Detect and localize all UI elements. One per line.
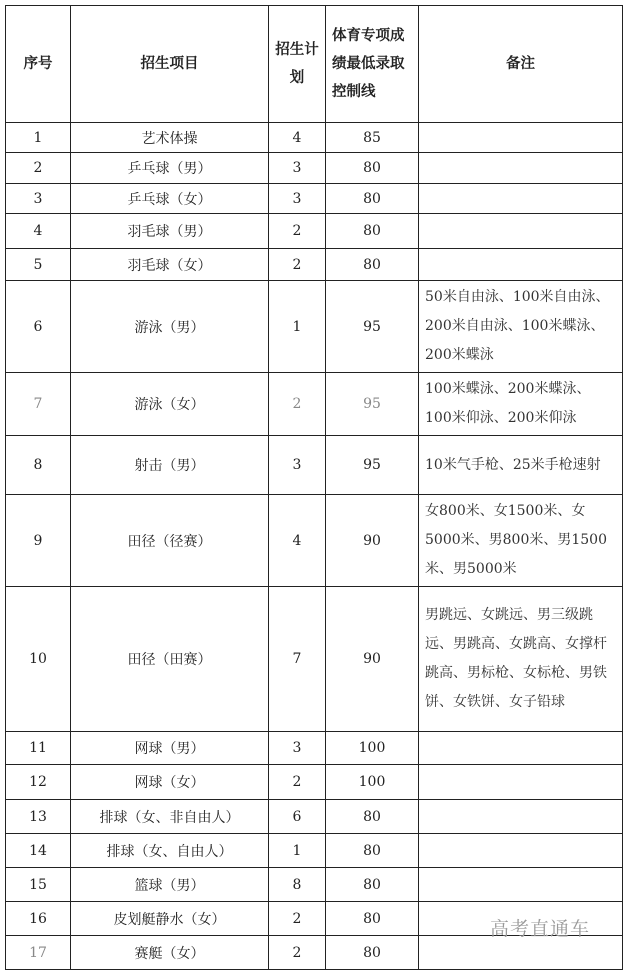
header-row [6, 6, 623, 123]
row-note [419, 153, 623, 184]
row-score: 80 [326, 834, 419, 868]
row-item: 田径（田赛） [71, 587, 269, 732]
table-row [6, 495, 623, 587]
row-item: 游泳（女） [71, 373, 269, 436]
table-row [6, 123, 623, 153]
row-plan: 2 [269, 902, 326, 936]
row-item: 排球（女、非自由人） [71, 800, 269, 834]
row-item: 赛艇（女） [71, 936, 269, 970]
row-note: 10米气手枪、25米手枪速射 [419, 436, 623, 495]
row-note [419, 800, 623, 834]
row-plan: 8 [269, 868, 326, 902]
row-plan: 3 [269, 732, 326, 765]
row-plan: 2 [269, 765, 326, 800]
row-no: 4 [6, 214, 71, 249]
row-score: 80 [326, 936, 419, 970]
row-note [419, 249, 623, 281]
row-note [419, 834, 623, 868]
row-note: 女800米、女1500米、女5000米、男800米、男1500米、男5000米 [419, 495, 623, 587]
table-row [6, 214, 623, 249]
row-score: 80 [326, 868, 419, 902]
row-note [419, 123, 623, 153]
row-no: 11 [6, 732, 71, 765]
row-plan: 2 [269, 373, 326, 436]
table-row [6, 153, 623, 184]
row-no: 13 [6, 800, 71, 834]
row-note [419, 765, 623, 800]
row-score: 85 [326, 123, 419, 153]
row-note [419, 868, 623, 902]
row-item: 网球（女） [71, 765, 269, 800]
row-no: 6 [6, 281, 71, 373]
row-note: 100米蝶泳、200米蝶泳、100米仰泳、200米仰泳 [419, 373, 623, 436]
row-no: 5 [6, 249, 71, 281]
row-note: 男跳远、女跳远、男三级跳远、男跳高、女跳高、女撑杆跳高、男标枪、女标枪、男铁饼、女铁饼、女子铅球 [419, 587, 623, 732]
row-item: 篮球（男） [71, 868, 269, 902]
table-row [6, 184, 623, 214]
row-item: 游泳（男） [71, 281, 269, 373]
row-item: 乒乓球（男） [71, 153, 269, 184]
row-score: 95 [326, 436, 419, 495]
row-score: 80 [326, 800, 419, 834]
row-no: 14 [6, 834, 71, 868]
header-score [326, 6, 419, 123]
row-plan: 2 [269, 249, 326, 281]
row-score: 80 [326, 249, 419, 281]
row-plan: 3 [269, 153, 326, 184]
row-plan: 1 [269, 834, 326, 868]
table-row [6, 249, 623, 281]
table-row [6, 800, 623, 834]
table-row [6, 587, 623, 732]
row-no: 3 [6, 184, 71, 214]
row-plan: 4 [269, 495, 326, 587]
row-score: 80 [326, 153, 419, 184]
row-no: 15 [6, 868, 71, 902]
row-plan: 3 [269, 184, 326, 214]
row-no: 9 [6, 495, 71, 587]
header-plan-text: 招生计划 [275, 42, 319, 86]
header-no: 序号 [6, 6, 71, 123]
row-plan: 1 [269, 281, 326, 373]
admission-table [5, 5, 623, 970]
row-no: 10 [6, 587, 71, 732]
row-score: 80 [326, 902, 419, 936]
header-plan [269, 6, 326, 123]
row-item: 皮划艇静水（女） [71, 902, 269, 936]
row-score: 80 [326, 184, 419, 214]
row-item: 羽毛球（男） [71, 214, 269, 249]
row-item: 排球（女、自由人） [71, 834, 269, 868]
row-no: 2 [6, 153, 71, 184]
row-note [419, 732, 623, 765]
row-score: 95 [326, 373, 419, 436]
table-row [6, 834, 623, 868]
table-row [6, 373, 623, 436]
row-plan: 4 [269, 123, 326, 153]
row-item: 艺术体操 [71, 123, 269, 153]
table-row [6, 732, 623, 765]
row-score: 100 [326, 732, 419, 765]
row-score: 90 [326, 495, 419, 587]
row-note [419, 214, 623, 249]
row-plan: 2 [269, 936, 326, 970]
row-plan: 7 [269, 587, 326, 732]
row-item: 乒乓球（女） [71, 184, 269, 214]
row-no: 7 [6, 373, 71, 436]
row-item: 羽毛球（女） [71, 249, 269, 281]
row-item: 射击（男） [71, 436, 269, 495]
row-score: 100 [326, 765, 419, 800]
row-no: 8 [6, 436, 71, 495]
row-item: 田径（径赛） [71, 495, 269, 587]
row-item: 网球（男） [71, 732, 269, 765]
row-no: 12 [6, 765, 71, 800]
row-plan: 2 [269, 214, 326, 249]
table-row [6, 436, 623, 495]
table-row [6, 765, 623, 800]
header-item: 招生项目 [71, 6, 269, 123]
header-note: 备注 [419, 6, 623, 123]
row-no: 1 [6, 123, 71, 153]
row-no: 17 [6, 936, 71, 970]
header-score-text: 体育专项成绩最低录取控制线 [332, 28, 405, 100]
row-score: 90 [326, 587, 419, 732]
row-plan: 3 [269, 436, 326, 495]
watermark: 高考直通车 [490, 918, 591, 940]
row-score: 95 [326, 281, 419, 373]
row-no: 16 [6, 902, 71, 936]
row-plan: 6 [269, 800, 326, 834]
table-row [6, 281, 623, 373]
row-note [419, 184, 623, 214]
row-score: 80 [326, 214, 419, 249]
row-note: 50米自由泳、100米自由泳、200米自由泳、100米蝶泳、200米蝶泳 [419, 281, 623, 373]
table-row [6, 868, 623, 902]
